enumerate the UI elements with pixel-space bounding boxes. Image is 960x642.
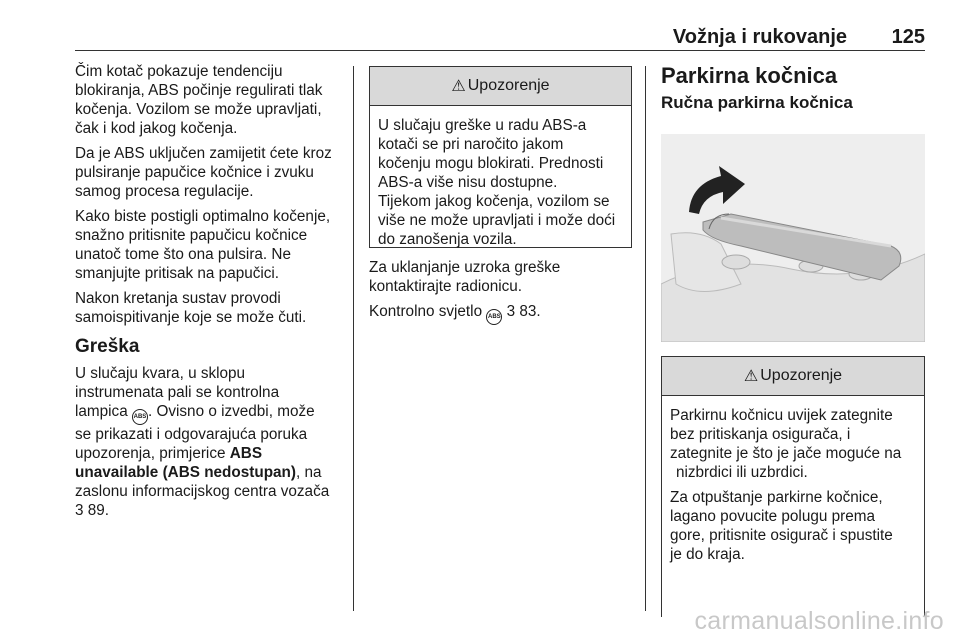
warning-header (370, 67, 631, 106)
section-heading: Parkirna kočnica (661, 63, 838, 88)
column-3-headings (661, 63, 925, 126)
warning-header (662, 357, 924, 396)
warning-triangle-icon: ⚠ (743, 368, 759, 385)
section-title: Vožnja i rukovanje (672, 26, 847, 48)
abs-warning-icon: ABS (486, 309, 502, 325)
column-2-text (369, 258, 639, 331)
header-rule (75, 50, 925, 51)
page-reference: 3 83. (502, 303, 541, 320)
warning-body: U slučaju greške u radu ABS-a kotači se pri naročito jakom kočenju mogu blokirati. Prednosti ABS-a više nisu dostupne. Tijekom jakog kočenja, vozilom se više ne može upravljati i može doći do zanošenja vozila. (378, 117, 616, 248)
watermark: carmanualsonline.info (694, 607, 944, 635)
page-number: 125 (891, 26, 925, 48)
paragraph: Nakon kretanja sustav provodi samoispitivanje koje se može čuti. (75, 290, 307, 326)
warning-body: Parkirnu kočnicu uvijek zategnite bez pritiskanja osigurača, i zategnite je što je jače moguće na nizbrdici ili uzbrdici. Za otpuštanje parkirne kočnice, lagano povucite polugu prema gore, pritisnite osigurač i spustite je do kraja. (670, 407, 902, 563)
page-reference: 3 89. (75, 502, 110, 519)
subsection-heading: Ručna parkirna kočnica (661, 93, 853, 112)
section-heading: Greška (75, 336, 140, 357)
column-1 (75, 62, 345, 526)
paragraph: Da je ABS uključen zamijetit ćete kroz pulsiranje papučice kočnice i zvuku samog procesa regulacije. (75, 145, 332, 200)
column-divider-left (353, 66, 354, 611)
warning-box-parking-brake (661, 356, 925, 617)
warning-title: Upozorenje (467, 77, 550, 94)
column-divider-right (645, 66, 646, 611)
handbrake-illustration (661, 134, 925, 342)
warning-title: Upozorenje (760, 367, 843, 384)
warning-triangle-icon: ⚠ (451, 78, 466, 95)
abs-warning-icon: ABS (132, 409, 148, 425)
paragraph: U slučaju kvara, u sklopu instrumenata pali se kontrolna lampica ABS . Ovisno o izvedbi, može se prikazati i odgovarajuća poruka upozorenja, primjerice ABS unavailable (ABS nedostupan), na zaslonu informacijskog centra vozača 3 89. (75, 364, 345, 520)
handbrake-drawing (661, 134, 925, 342)
paragraph: Za uklanjanje uzroka greške kontaktirajte radionicu. (369, 259, 561, 295)
paragraph: Kontrolno svjetlo ABS 3 83. (369, 302, 639, 325)
paragraph: Čim kotač pokazuje tendenciju blokiranja, ABS počinje regulirati tlak kočenja. Vozilom se može upravljati, čak i kod jakog kočenja. (75, 63, 323, 137)
page-header (75, 26, 925, 50)
warning-box-abs (369, 66, 632, 248)
paragraph: Kako biste postigli optimalno kočenje, snažno pritisnite papučicu kočnice unatoč tome što ona pulsira. Ne smanjujte pritisak na papučici. (75, 208, 331, 282)
